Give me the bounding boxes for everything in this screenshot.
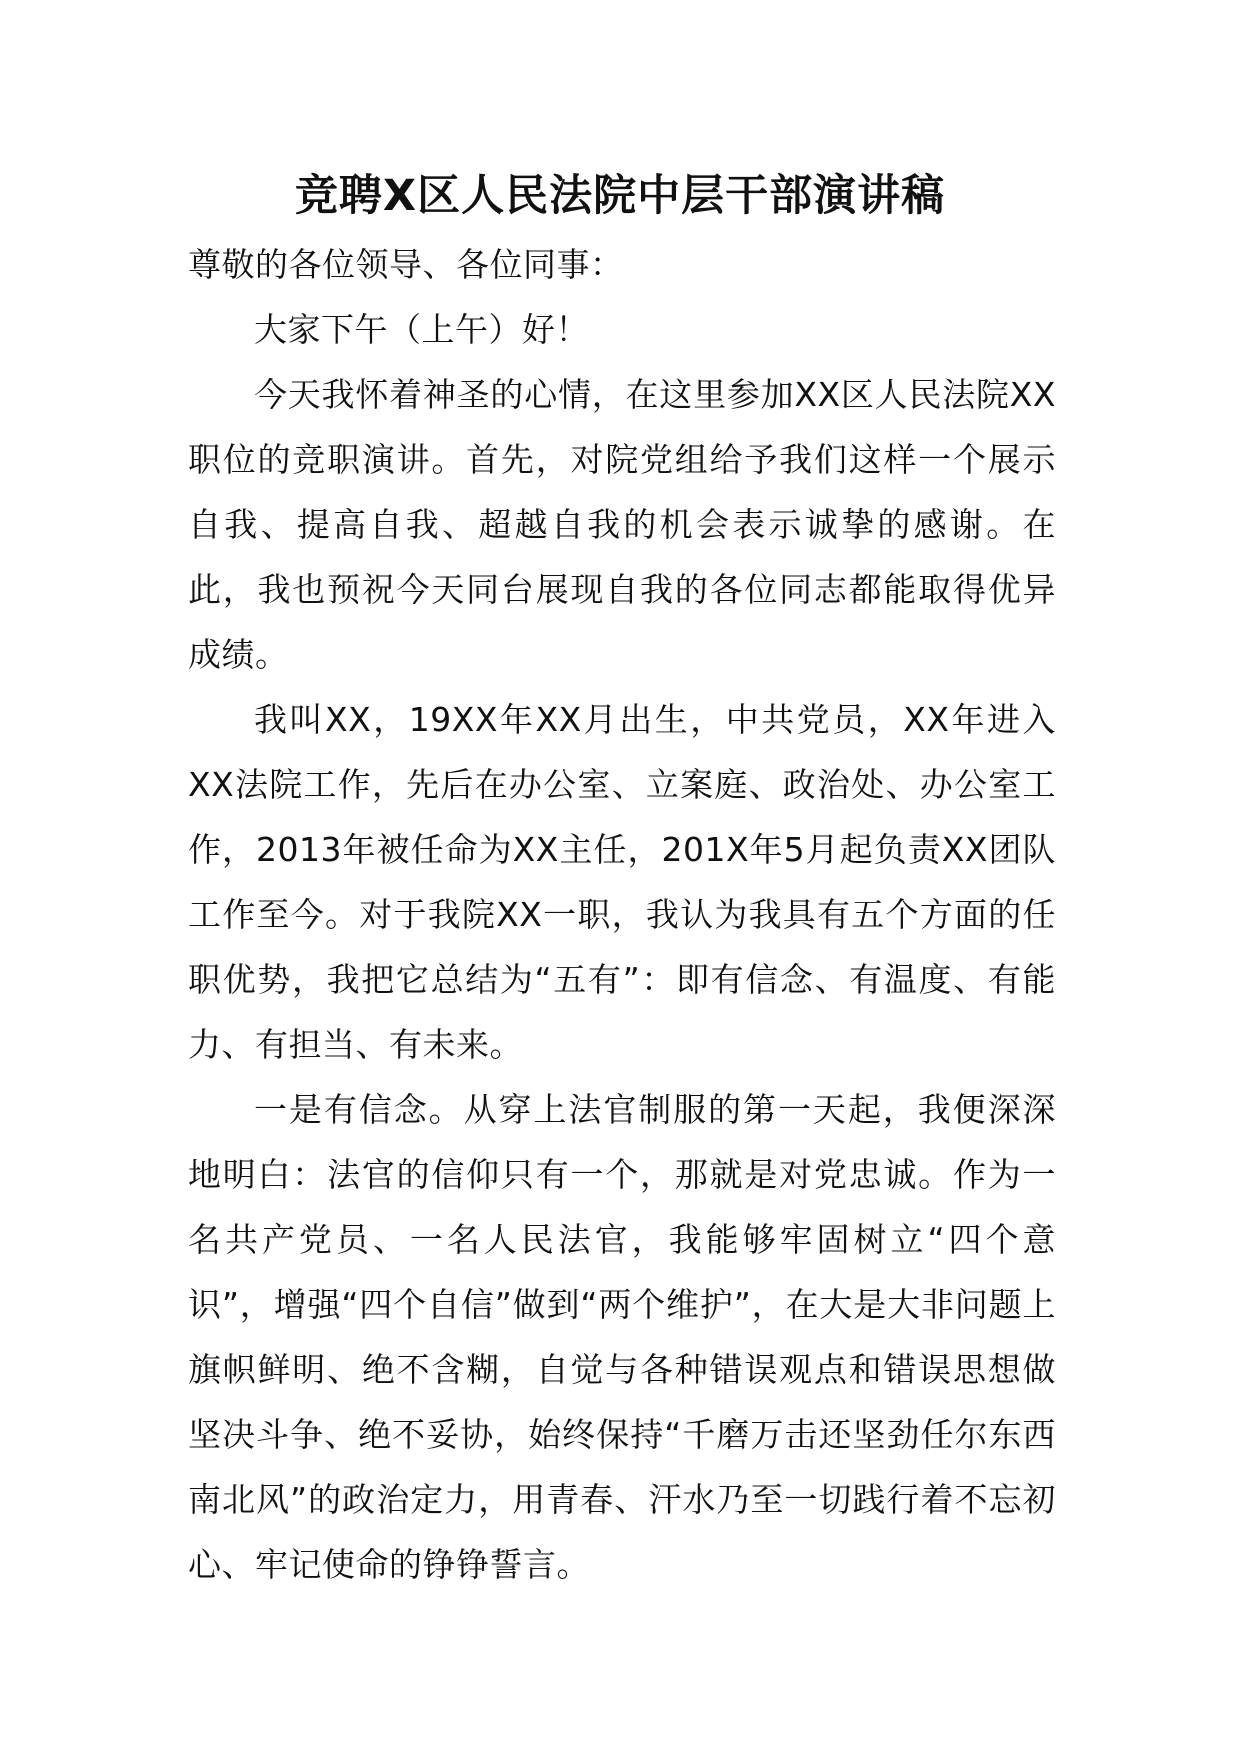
paragraph-background: 我叫XX，19XX年XX月出生，中共党员，XX年进入XX法院工作，先后在办公室、立案庭、政治处、办公室工作，2013年被任命为XX主任，201X年5月起负责XX团队工作至今。对于我院XX一职，我认为我具有五个方面的任职优势，我把它总结为“五有”：即有信念、有温度、有能力、有担当、有未来。 <box>188 700 1056 1064</box>
document-body <box>188 232 1056 1597</box>
paragraph-greeting: 大家下午（上午）好！ <box>254 310 589 349</box>
salutation: 尊敬的各位领导、各位同事： <box>188 245 624 284</box>
paragraph-belief: 一是有信念。从穿上法官制服的第一天起，我便深深地明白：法官的信仰只有一个，那就是对党忠诚。作为一名共产党员、一名人民法官，我能够牢固树立“四个意识”，增强“四个自信”做到“两个维护”，在大是大非问题上旗帜鲜明、绝不含糊，自觉与各种错误观点和错误思想做坚决斗争、绝不妥协，始终保持“千磨万击还坚劲任尔东西南北风”的政治定力，用青春、汗水乃至一切践行着不忘初心、牢记使命的铮铮誓言。 <box>188 1090 1056 1584</box>
paragraph-intro: 今天我怀着神圣的心情，在这里参加XX区人民法院XX职位的竞职演讲。首先，对院党组给予我们这样一个展示自我、提高自我、超越自我的机会表示诚挚的感谢。在此，我也预祝今天同台展现自我的各位同志都能取得优异成绩。 <box>188 375 1056 674</box>
document-title: 竞聘X区人民法院中层干部演讲稿 <box>294 171 946 221</box>
